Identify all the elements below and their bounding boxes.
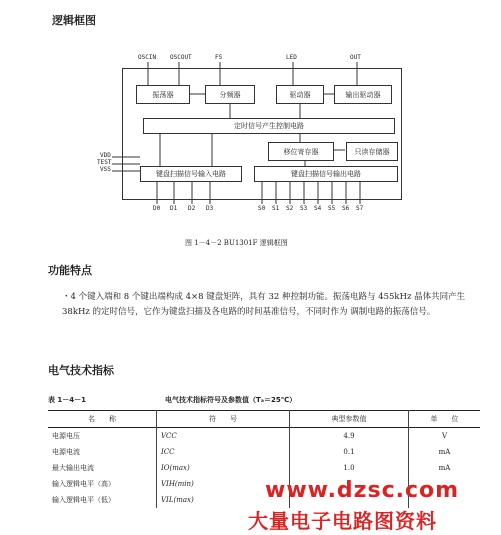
block-rom: 只读存储器: [346, 142, 398, 161]
cell-unit: mA: [438, 464, 451, 472]
block-scan-output: 键盘扫描信号输出电路: [254, 166, 398, 182]
pin-fs: FS: [215, 54, 223, 61]
cell-name: 电源电压: [48, 428, 157, 445]
pin-vdd: VDD: [100, 152, 111, 159]
watermark-site: 大量电子电路图资料: [248, 509, 437, 533]
pin-s0: S0: [258, 205, 266, 212]
logic-block-diagram: [0, 0, 501, 265]
pin-d2: D2: [188, 205, 196, 212]
pin-d3: D3: [206, 205, 214, 212]
pin-oscin: OSCIN: [138, 54, 157, 61]
table-header-row: [48, 411, 480, 428]
pin-s5: S5: [328, 205, 336, 212]
pin-d0: D0: [153, 205, 161, 212]
cell-symbol: VCC: [157, 428, 290, 445]
cell-symbol: VIL(max): [157, 492, 290, 508]
cell-value: 1.0: [290, 460, 409, 476]
cell-name: 最大输出电流: [48, 460, 157, 476]
block-scan-input: 键盘扫描信号输入电路: [140, 166, 242, 182]
pin-s6: S6: [342, 205, 350, 212]
diagram-caption: 图 1－4－2 BU1301F 逻辑框图: [185, 239, 288, 247]
table-row: [48, 428, 480, 445]
pin-s4: S4: [314, 205, 322, 212]
features-paragraph: ・4 个键入端和 8 个键出端构成 4×8 键盘矩阵，具有 32 种控制功能。振荡电路与 455kHz 晶体共同产生 38kHz 的定时信号，它作为键盘扫描及各电路的时间基准信号，不同时作为 调制电路的振荡信号。: [62, 292, 466, 317]
cell-symbol: ICC: [157, 444, 290, 460]
table-row: [48, 460, 480, 476]
cell-name: 输入逻辑电平（高）: [48, 476, 157, 492]
pin-s3: S3: [300, 205, 308, 212]
features-heading: 功能特点: [48, 264, 92, 277]
pin-d1: D1: [170, 205, 178, 212]
cell-unit: mA: [438, 448, 451, 456]
cell-symbol: VIH(min): [157, 476, 290, 492]
th-name: 名 称: [48, 411, 157, 428]
cell-value: 0.1: [290, 444, 409, 460]
table-title: 电气技术指标符号及参数值（Tₐ＝25℃）: [165, 396, 297, 404]
pin-out: OUT: [350, 54, 361, 61]
block-driver: 驱动器: [276, 85, 324, 104]
cell-value: 4.9: [290, 428, 409, 445]
pin-s2: S2: [286, 205, 294, 212]
watermark-url: www.dzsc.com: [265, 478, 460, 503]
block-timing-control: 定时信号产生控制电路: [143, 118, 395, 134]
th-unit: 单 位: [430, 415, 459, 423]
pin-vss: VSS: [100, 166, 111, 173]
pin-test: TEST: [97, 159, 112, 166]
table-row: [48, 444, 480, 460]
pin-s1: S1: [272, 205, 280, 212]
pin-oscout: OSCOUT: [170, 54, 192, 61]
electrical-heading: 电气技术指标: [48, 364, 114, 377]
cell-name: 输入逻辑电平（低）: [48, 492, 157, 508]
th-symbol: 符 号: [157, 411, 290, 428]
table-label: 表 1－4－1: [48, 396, 87, 404]
block-divider: 分频器: [205, 85, 255, 104]
diagram-heading: 逻辑框图: [52, 14, 96, 27]
cell-unit: V: [441, 432, 448, 440]
cell-symbol: IO(max): [157, 460, 290, 476]
pin-s7: S7: [356, 205, 364, 212]
block-oscillator: 振荡器: [136, 85, 190, 104]
cell-name: 电源电流: [48, 444, 157, 460]
block-shift-register: 移位寄存器: [268, 142, 334, 161]
th-value: 典型参数值: [290, 411, 409, 428]
block-output-driver: 输出驱动器: [334, 85, 392, 104]
pin-led: LED: [286, 54, 297, 61]
